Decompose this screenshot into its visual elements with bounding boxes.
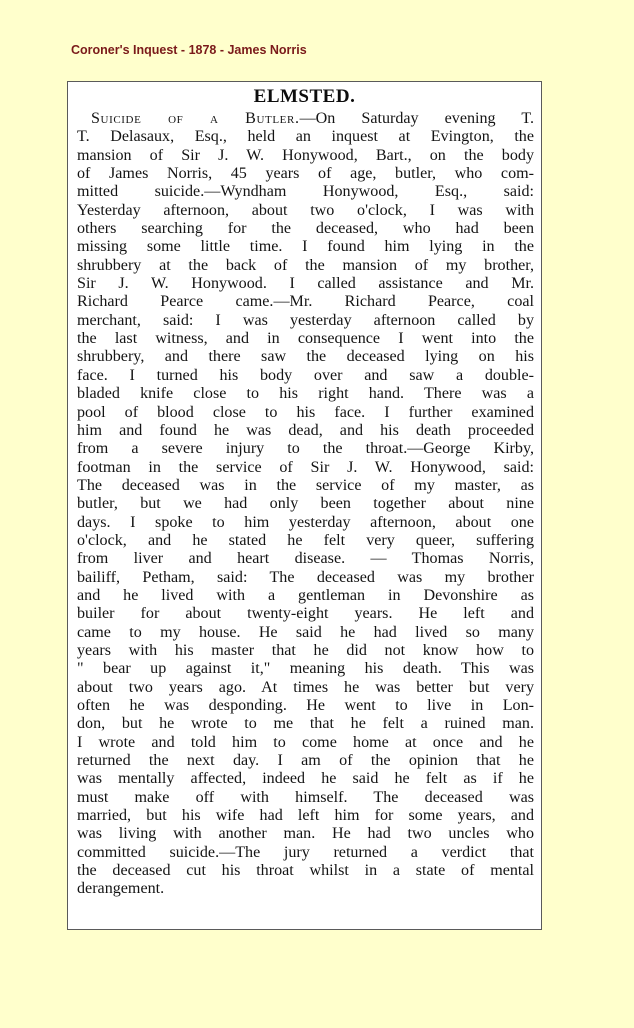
newspaper-clipping xyxy=(67,81,542,930)
article-line: Richard Pearce came.—Mr. Richard Pearce, coal xyxy=(77,293,534,311)
article-line: from a severe injury to the throat.—George Kirby, xyxy=(77,440,534,458)
article-line: o'clock, and he stated he felt very queer, suffering xyxy=(77,531,534,549)
article-line: was living with another man. He had two uncles who xyxy=(77,825,534,843)
clipping-headline: ELMSTED. xyxy=(253,86,356,107)
article-line: and he lived with a gentleman in Devonshire as xyxy=(77,586,534,604)
article-line: days. I spoke to him yesterday afternoon, about one xyxy=(77,513,534,531)
article-line: mitted suicide.—Wyndham Honywood, Esq., said: xyxy=(77,183,534,201)
article-line: returned the next day. I am of the opinion that he xyxy=(77,752,534,770)
article-line: committed suicide.—The jury returned a verdict that xyxy=(77,843,534,861)
article-line: don, but he wrote to me that he felt a ruined man. xyxy=(77,715,534,733)
article-line: must make off with himself. The deceased was xyxy=(77,788,534,806)
article-line: pool of blood close to his face. I further examined xyxy=(77,403,534,421)
article-lead-text: —On Saturday evening T. xyxy=(299,110,534,127)
article-line: T. Delasaux, Esq., held an inquest at Evington, the xyxy=(77,128,534,146)
article-line: the deceased cut his throat whilst in a state of mental xyxy=(77,862,534,880)
article-line: him and found he was dead, and his death proceeded xyxy=(77,421,534,439)
article-lead-line xyxy=(77,110,534,128)
article-line: builer for about twenty-eight years. He left and xyxy=(77,605,534,623)
article-line: face. I turned his body over and saw a double- xyxy=(77,366,534,384)
article-line: missing some little time. I found him lying in the xyxy=(77,238,534,256)
article-line: was mentally affected, indeed he said he felt as if he xyxy=(77,770,534,788)
article-line: bladed knife close to his right hand. There was a xyxy=(77,385,534,403)
article-line: butler, but we had only been together about nine xyxy=(77,495,534,513)
article-line-last: derangement. xyxy=(77,880,165,898)
page-caption: Coroner's Inquest - 1878 - James Norris xyxy=(71,43,307,57)
article-lead-heading: Suicide of a Butler. xyxy=(91,110,300,127)
article-line: married, but his wife had left him for some years, and xyxy=(77,807,534,825)
article-line: footman in the service of Sir J. W. Honywood, said: xyxy=(77,458,534,476)
article-body xyxy=(77,110,534,899)
article-line: often he was desponding. He went to live in Lon- xyxy=(77,697,534,714)
article-line: merchant, said: I was yesterday afternoon called by xyxy=(77,311,534,329)
article-line: bailiff, Petham, said: The deceased was my brother xyxy=(77,568,534,586)
article-line: shrubbery, and there saw the deceased lying on his xyxy=(77,348,534,366)
article-line: shrubbery at the back of the mansion of my brother, xyxy=(77,256,534,274)
article-line: The deceased was in the service of my master, as xyxy=(77,476,534,494)
article-line: from liver and heart disease. — Thomas Norris, xyxy=(77,550,534,568)
article-line: years with his master that he did not know how to xyxy=(77,641,534,659)
article-line: about two years ago. At times he was better but very xyxy=(77,678,534,696)
article-line: mansion of Sir J. W. Honywood, Bart., on the body xyxy=(77,146,534,164)
article-line: of James Norris, 45 years of age, butler, who com- xyxy=(77,165,534,183)
article-line: " bear up against it," meaning his death. This was xyxy=(77,660,534,678)
article-line: Sir J. W. Honywood. I called assistance and Mr. xyxy=(77,275,534,293)
article-line: the last witness, and in consequence I went into the xyxy=(77,330,534,348)
article-line: came to my house. He said he had lived so many xyxy=(77,623,534,641)
article-line: others searching for the deceased, who had been xyxy=(77,220,534,238)
article-line: I wrote and told him to come home at once and he xyxy=(77,733,534,751)
article-line: Yesterday afternoon, about two o'clock, I was with xyxy=(77,201,534,219)
